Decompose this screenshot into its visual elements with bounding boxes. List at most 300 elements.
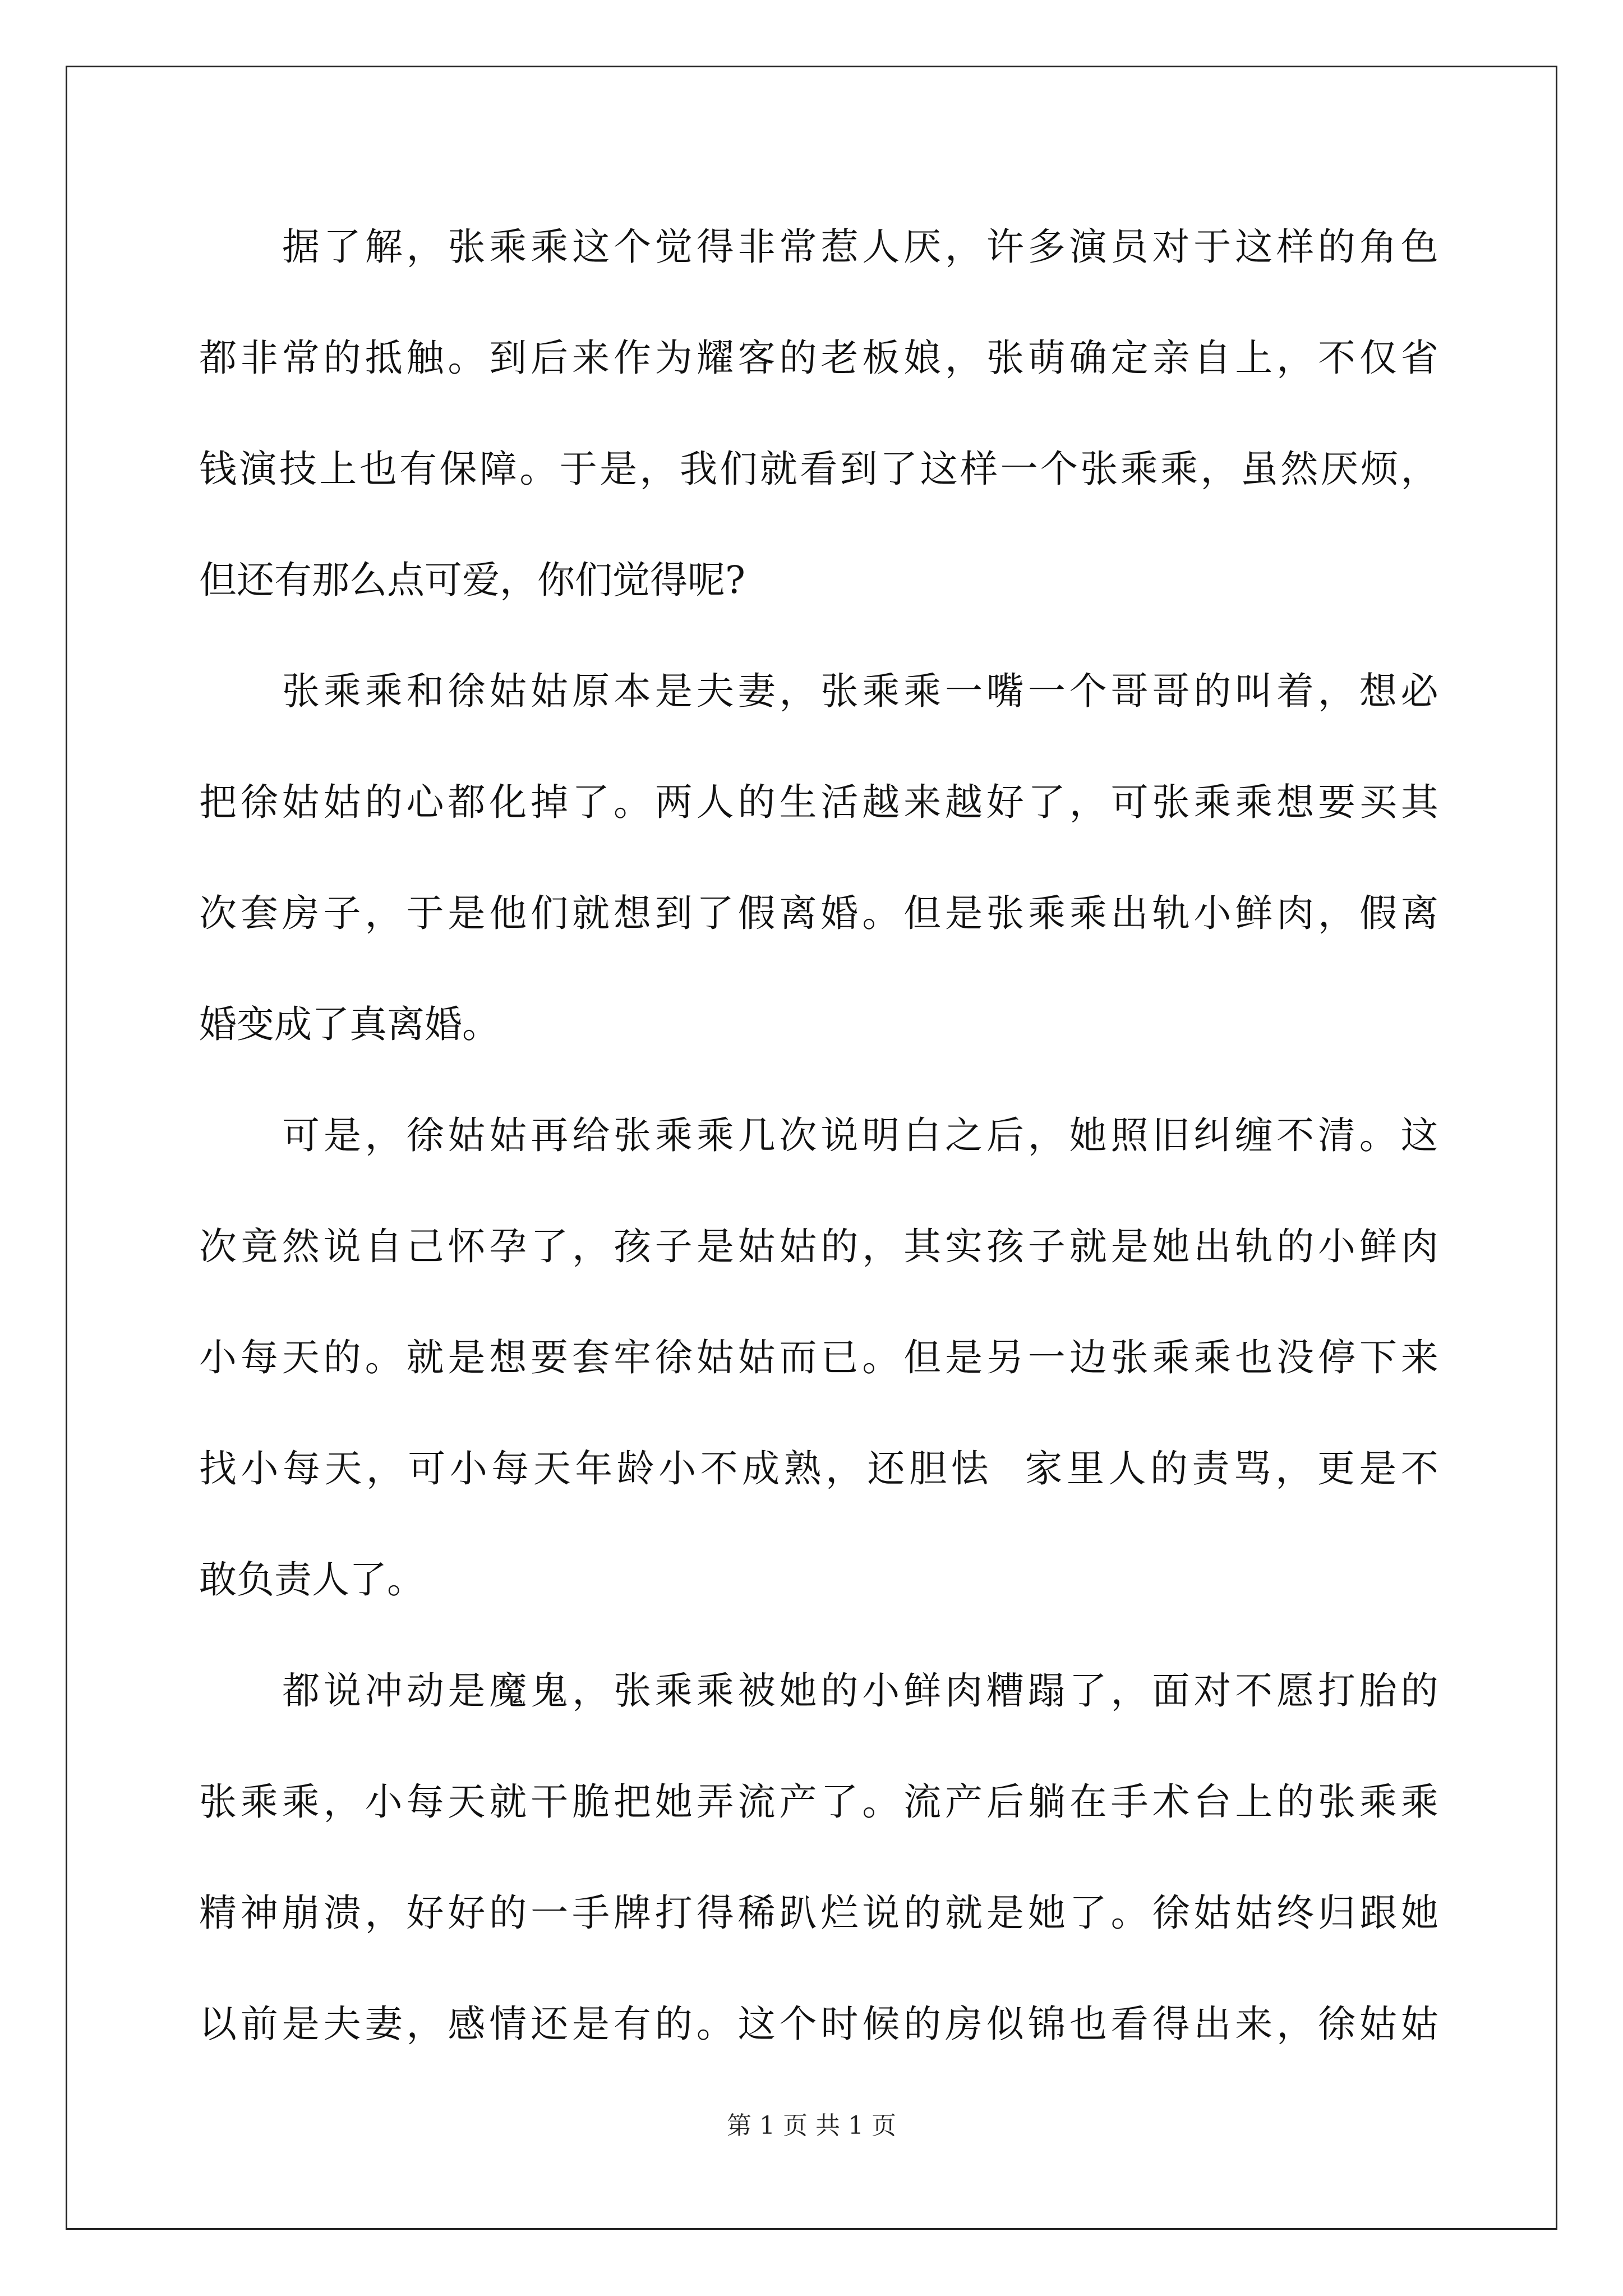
glyph: 的 bbox=[737, 780, 776, 824]
glyph: 就 bbox=[1069, 1225, 1107, 1268]
glyph: 有 bbox=[399, 447, 437, 491]
glyph: 色 bbox=[1400, 225, 1438, 269]
glyph: 了 bbox=[880, 447, 918, 491]
glyph: 都 bbox=[448, 780, 486, 824]
glyph: 要 bbox=[1318, 780, 1356, 824]
glyph: 是 bbox=[572, 2002, 610, 2046]
glyph: 据 bbox=[282, 225, 320, 269]
glyph: 套 bbox=[572, 1336, 610, 1379]
glyph: ， bbox=[1200, 447, 1238, 491]
glyph: ， bbox=[1400, 447, 1438, 491]
glyph: 是 bbox=[282, 2002, 320, 2046]
glyph: 来 bbox=[1400, 1336, 1438, 1379]
glyph: 更 bbox=[1317, 1447, 1355, 1490]
glyph: 姑 bbox=[779, 1225, 817, 1268]
glyph: 小 bbox=[365, 1780, 403, 1824]
glyph: 也 bbox=[1235, 1336, 1273, 1379]
glyph: 乘 bbox=[696, 1669, 734, 1713]
glyph: 自 bbox=[1193, 336, 1232, 380]
glyph: 。 bbox=[862, 891, 900, 935]
glyph: 小 bbox=[241, 1447, 279, 1490]
glyph: 在 bbox=[1069, 1780, 1107, 1824]
text-line bbox=[199, 1774, 1438, 1885]
glyph: 上 bbox=[1235, 336, 1273, 380]
glyph: 牌 bbox=[613, 1891, 651, 1935]
glyph: 。 bbox=[519, 447, 557, 491]
glyph: 出 bbox=[1193, 2002, 1232, 2046]
text-line bbox=[199, 1996, 1438, 2107]
glyph: 还 bbox=[867, 1447, 905, 1490]
glyph: 解 bbox=[365, 225, 403, 269]
glyph: 一 bbox=[945, 669, 983, 713]
glyph: 姑 bbox=[1235, 1891, 1273, 1935]
glyph: 是 bbox=[654, 669, 693, 713]
glyph: 锦 bbox=[1027, 2002, 1066, 2046]
glyph: 姑 bbox=[448, 1114, 486, 1157]
glyph: 乘 bbox=[903, 669, 942, 713]
glyph: 这 bbox=[1235, 225, 1273, 269]
glyph: 小 bbox=[449, 1447, 487, 1490]
glyph: 糟 bbox=[986, 1669, 1024, 1713]
glyph: 这 bbox=[572, 225, 610, 269]
glyph: 找 bbox=[199, 1447, 237, 1490]
glyph: 神 bbox=[240, 1891, 278, 1935]
glyph: 姑 bbox=[489, 669, 527, 713]
glyph: 台 bbox=[1193, 1780, 1232, 1824]
glyph: 虽 bbox=[1240, 447, 1278, 491]
glyph: 作 bbox=[613, 336, 651, 380]
glyph: 另 bbox=[986, 1336, 1024, 1379]
glyph: ， bbox=[1069, 780, 1107, 824]
glyph: 面 bbox=[1152, 1669, 1190, 1713]
glyph: 的 bbox=[903, 1891, 942, 1935]
text-line bbox=[199, 441, 1438, 552]
glyph: 的 bbox=[1193, 669, 1232, 713]
glyph: 可 bbox=[1110, 780, 1149, 824]
glyph: 。 bbox=[862, 1780, 900, 1824]
glyph: 触 bbox=[406, 336, 444, 380]
glyph: 房 bbox=[945, 2002, 983, 2046]
glyph: 化 bbox=[489, 780, 527, 824]
glyph: 流 bbox=[903, 1780, 942, 1824]
glyph: 确 bbox=[1069, 336, 1107, 380]
glyph: 们 bbox=[720, 447, 758, 491]
glyph: 清 bbox=[1317, 1114, 1355, 1157]
glyph: 而 bbox=[779, 1336, 817, 1379]
glyph: 弄 bbox=[696, 1780, 734, 1824]
glyph: 保 bbox=[439, 447, 477, 491]
glyph: 自 bbox=[365, 1225, 403, 1268]
page-number-footer: 第 1 页 共 1 页 bbox=[727, 2111, 896, 2140]
glyph: 姑 bbox=[737, 1336, 776, 1379]
glyph: 套 bbox=[240, 891, 278, 935]
glyph: 魔 bbox=[489, 1669, 527, 1713]
glyph: 产 bbox=[779, 1780, 817, 1824]
glyph: 不 bbox=[700, 1447, 738, 1490]
glyph: 鬼 bbox=[531, 1669, 569, 1713]
glyph: 子 bbox=[1027, 1225, 1066, 1268]
glyph: 常 bbox=[282, 336, 320, 380]
glyph: 看 bbox=[800, 447, 838, 491]
glyph: 也 bbox=[359, 447, 397, 491]
glyph: 实 bbox=[945, 1225, 983, 1268]
glyph: 然 bbox=[282, 1225, 320, 1268]
glyph: 这 bbox=[737, 2002, 776, 2046]
glyph: 。 bbox=[613, 780, 651, 824]
glyph: 情 bbox=[489, 2002, 527, 2046]
glyph: 就 bbox=[945, 1891, 983, 1935]
glyph: 的 bbox=[903, 2002, 942, 2046]
glyph: 张 bbox=[986, 891, 1024, 935]
glyph: 张 bbox=[282, 669, 320, 713]
glyph: 肉 bbox=[1400, 1225, 1438, 1268]
glyph: 得 bbox=[696, 1891, 734, 1935]
glyph: 的 bbox=[779, 336, 817, 380]
glyph: 骂 bbox=[1233, 1447, 1271, 1490]
glyph: 孕 bbox=[489, 1225, 527, 1268]
glyph: 再 bbox=[531, 1114, 569, 1157]
glyph: 是 bbox=[696, 1225, 734, 1268]
glyph: 姑 bbox=[737, 1225, 776, 1268]
glyph: 但 bbox=[903, 891, 942, 935]
glyph: 个 bbox=[614, 225, 651, 269]
text-line bbox=[199, 1218, 1438, 1329]
glyph: 不 bbox=[1318, 336, 1356, 380]
glyph: ， bbox=[1317, 669, 1355, 713]
glyph: 两 bbox=[654, 780, 693, 824]
glyph: 于 bbox=[559, 447, 597, 491]
glyph: 后 bbox=[986, 1114, 1024, 1157]
glyph: 天 bbox=[324, 1447, 362, 1490]
glyph: 冲 bbox=[365, 1669, 403, 1713]
glyph: 想 bbox=[613, 891, 651, 935]
glyph: 里 bbox=[1066, 1447, 1104, 1490]
glyph: 原 bbox=[572, 669, 610, 713]
glyph: 乘 bbox=[1235, 780, 1273, 824]
glyph: 徐 bbox=[1318, 2002, 1356, 2046]
glyph: 一 bbox=[1000, 447, 1038, 491]
glyph: 是 bbox=[945, 1336, 983, 1379]
glyph: 了 bbox=[696, 891, 734, 935]
glyph: 徐 bbox=[1152, 1891, 1190, 1935]
glyph: 想 bbox=[489, 1336, 527, 1379]
glyph: 肉 bbox=[1276, 891, 1315, 935]
glyph: 看 bbox=[1110, 2002, 1149, 2046]
glyph: 张 bbox=[1110, 1336, 1149, 1379]
glyph: 乘 bbox=[1400, 1780, 1438, 1824]
glyph: 姑 bbox=[323, 780, 361, 824]
glyph: 夫 bbox=[323, 2002, 361, 2046]
glyph: 边 bbox=[1069, 1336, 1107, 1379]
glyph: 一 bbox=[1027, 1336, 1066, 1379]
glyph: 乘 bbox=[696, 1114, 734, 1157]
glyph: 孩 bbox=[613, 1225, 651, 1268]
glyph: 孩 bbox=[986, 1225, 1024, 1268]
glyph: 来 bbox=[1235, 2002, 1273, 2046]
glyph: 张 bbox=[199, 1780, 237, 1824]
glyph: 们 bbox=[531, 891, 569, 935]
glyph: 后 bbox=[531, 336, 569, 380]
glyph: 对 bbox=[1152, 225, 1190, 269]
glyph: 天 bbox=[533, 1447, 571, 1490]
glyph: 徐 bbox=[240, 780, 278, 824]
glyph: 还 bbox=[531, 2002, 569, 2046]
glyph: 时 bbox=[820, 2002, 859, 2046]
glyph: 妻 bbox=[365, 2002, 403, 2046]
glyph: 她 bbox=[1069, 1114, 1107, 1157]
glyph: 来 bbox=[903, 780, 942, 824]
glyph: 上 bbox=[1235, 1780, 1273, 1824]
glyph: 龄 bbox=[616, 1447, 654, 1490]
glyph: 但 bbox=[903, 1336, 942, 1379]
glyph: 轨 bbox=[1152, 891, 1190, 935]
glyph: 哥 bbox=[1110, 669, 1149, 713]
glyph: ， bbox=[945, 225, 983, 269]
glyph: 了 bbox=[820, 1780, 859, 1824]
glyph: 后 bbox=[986, 1780, 1024, 1824]
glyph: 了 bbox=[531, 1225, 569, 1268]
glyph: 其 bbox=[903, 1225, 942, 1268]
glyph: 牢 bbox=[613, 1336, 651, 1379]
glyph: 心 bbox=[406, 780, 444, 824]
glyph: 天 bbox=[448, 1780, 486, 1824]
glyph: 徐 bbox=[406, 1114, 444, 1157]
glyph: 缠 bbox=[1235, 1114, 1273, 1157]
glyph: 得 bbox=[696, 225, 734, 269]
glyph: 流 bbox=[737, 1780, 776, 1824]
glyph: 没 bbox=[1276, 1336, 1315, 1379]
glyph: ， bbox=[639, 447, 677, 491]
glyph: 人 bbox=[1108, 1447, 1146, 1490]
glyph: 小 bbox=[1318, 1225, 1356, 1268]
glyph: 到 bbox=[840, 447, 878, 491]
glyph: 得 bbox=[1152, 2002, 1190, 2046]
glyph: 姑 bbox=[282, 780, 320, 824]
glyph: 徐 bbox=[448, 669, 486, 713]
glyph: 明 bbox=[862, 1114, 900, 1157]
glyph: 每 bbox=[240, 1336, 278, 1379]
glyph: ， bbox=[1276, 336, 1315, 380]
glyph: 乘 bbox=[1193, 1336, 1232, 1379]
glyph: 每 bbox=[491, 1447, 529, 1490]
glyph: 板 bbox=[862, 336, 900, 380]
glyph: 了 bbox=[1069, 1891, 1107, 1935]
glyph: 假 bbox=[737, 891, 776, 935]
glyph: 的 bbox=[1400, 1669, 1438, 1713]
glyph: 乘 bbox=[654, 1669, 693, 1713]
glyph: 打 bbox=[1317, 1669, 1355, 1713]
glyph: 非 bbox=[737, 225, 776, 269]
glyph: 和 bbox=[406, 669, 444, 713]
glyph: 她 bbox=[779, 1669, 817, 1713]
glyph: 干 bbox=[531, 1780, 569, 1824]
glyph: 胆 bbox=[909, 1447, 947, 1490]
glyph: 打 bbox=[654, 1891, 693, 1935]
glyph: 了 bbox=[323, 225, 361, 269]
glyph: 乘 bbox=[365, 669, 403, 713]
glyph: 这 bbox=[1400, 1114, 1438, 1157]
glyph: 惹 bbox=[820, 225, 859, 269]
glyph: 跟 bbox=[1359, 1891, 1397, 1935]
glyph: ， bbox=[366, 1447, 404, 1490]
glyph: 她 bbox=[1400, 1891, 1438, 1935]
glyph: 竟 bbox=[240, 1225, 278, 1268]
glyph: ， bbox=[572, 1669, 610, 1713]
glyph: 乘 bbox=[323, 669, 361, 713]
glyph: 好 bbox=[986, 780, 1024, 824]
glyph: 是 bbox=[323, 1114, 361, 1157]
glyph: 鲜 bbox=[1235, 891, 1273, 935]
glyph: 的 bbox=[1276, 1780, 1315, 1824]
glyph: 要 bbox=[531, 1336, 569, 1379]
glyph: 个 bbox=[1069, 669, 1107, 713]
glyph: 之 bbox=[945, 1114, 983, 1157]
glyph: 乘 bbox=[531, 225, 569, 269]
glyph: 小 bbox=[199, 1336, 237, 1379]
glyph: 每 bbox=[406, 1780, 444, 1824]
glyph: 溃 bbox=[323, 1891, 361, 1935]
glyph: 小 bbox=[658, 1447, 697, 1490]
glyph: 说 bbox=[862, 1891, 900, 1935]
glyph: ， bbox=[365, 1114, 403, 1157]
glyph: 张 bbox=[986, 336, 1024, 380]
glyph: 抵 bbox=[365, 336, 403, 380]
glyph: 嘴 bbox=[986, 669, 1024, 713]
glyph: ， bbox=[572, 1225, 610, 1268]
glyph: ， bbox=[365, 891, 403, 935]
glyph: 说 bbox=[323, 1669, 361, 1713]
glyph: 给 bbox=[572, 1114, 610, 1157]
glyph: 手 bbox=[1110, 1780, 1149, 1824]
glyph: 的 bbox=[654, 2002, 693, 2046]
glyph: 的 bbox=[1276, 1225, 1315, 1268]
glyph: 买 bbox=[1359, 780, 1397, 824]
glyph: 就 bbox=[572, 891, 610, 935]
glyph: 为 bbox=[654, 336, 693, 380]
glyph: 她 bbox=[1027, 1891, 1066, 1935]
glyph: 张 bbox=[614, 1114, 651, 1157]
glyph: ， bbox=[1110, 1669, 1149, 1713]
text-line: 婚变成了真离婚。 bbox=[199, 1002, 500, 1046]
glyph: 障 bbox=[479, 447, 517, 491]
glyph: 许 bbox=[986, 225, 1024, 269]
glyph: 是 bbox=[600, 447, 638, 491]
glyph: 小 bbox=[1193, 891, 1232, 935]
glyph: 胎 bbox=[1359, 1669, 1397, 1713]
glyph: 耀 bbox=[696, 336, 734, 380]
glyph: 娘 bbox=[903, 336, 942, 380]
glyph: 姑 bbox=[489, 1114, 527, 1157]
glyph: ， bbox=[826, 1447, 864, 1490]
text-line bbox=[199, 1329, 1438, 1441]
glyph: 可 bbox=[408, 1447, 446, 1490]
glyph: 就 bbox=[406, 1336, 444, 1379]
glyph: 崩 bbox=[282, 1891, 320, 1935]
glyph: ， bbox=[365, 1891, 403, 1935]
glyph: 徐 bbox=[654, 1336, 693, 1379]
text-line bbox=[199, 1107, 1438, 1218]
glyph: 次 bbox=[779, 1114, 817, 1157]
glyph: 钱 bbox=[199, 447, 237, 491]
glyph: ， bbox=[1276, 2002, 1315, 2046]
text-line bbox=[199, 330, 1438, 441]
glyph: 的 bbox=[323, 336, 361, 380]
glyph: 子 bbox=[654, 1225, 693, 1268]
glyph: 然 bbox=[1280, 447, 1318, 491]
glyph: 离 bbox=[1400, 891, 1438, 935]
glyph: 个 bbox=[779, 2002, 817, 2046]
glyph: 肉 bbox=[945, 1669, 983, 1713]
glyph: ， bbox=[862, 1225, 900, 1268]
glyph: ， bbox=[1275, 1447, 1313, 1490]
glyph: 张 bbox=[820, 669, 859, 713]
glyph: 小 bbox=[862, 1669, 900, 1713]
glyph: 轨 bbox=[1235, 1225, 1273, 1268]
glyph: 定 bbox=[1110, 336, 1149, 380]
glyph: 是 bbox=[1359, 1447, 1397, 1490]
glyph: 稀 bbox=[737, 1891, 776, 1935]
glyph: 好 bbox=[448, 1891, 486, 1935]
glyph: 鲜 bbox=[903, 1669, 942, 1713]
glyph: 不 bbox=[1400, 1447, 1438, 1490]
glyph: 的 bbox=[820, 1225, 859, 1268]
glyph: ， bbox=[1027, 1114, 1066, 1157]
glyph: 终 bbox=[1276, 1891, 1315, 1935]
glyph: 家 bbox=[1025, 1447, 1063, 1490]
glyph: 似 bbox=[986, 2002, 1024, 2046]
glyph: 不 bbox=[1276, 1114, 1314, 1157]
glyph: 已 bbox=[820, 1336, 859, 1379]
glyph: 这 bbox=[920, 447, 958, 491]
glyph: 也 bbox=[1069, 2002, 1107, 2046]
glyph: 于 bbox=[1193, 225, 1232, 269]
glyph: 次 bbox=[199, 1225, 237, 1268]
glyph: 到 bbox=[654, 891, 693, 935]
glyph: 乘 bbox=[1069, 891, 1107, 935]
text-line bbox=[199, 774, 1438, 885]
glyph: 夫 bbox=[696, 669, 734, 713]
glyph: 的 bbox=[1317, 225, 1355, 269]
glyph: 仅 bbox=[1359, 336, 1397, 380]
glyph: 越 bbox=[945, 780, 983, 824]
glyph: 哥 bbox=[1152, 669, 1190, 713]
glyph: 对 bbox=[1193, 1669, 1232, 1713]
glyph: 妻 bbox=[737, 669, 776, 713]
glyph: 想 bbox=[1359, 669, 1397, 713]
glyph: 她 bbox=[1152, 1225, 1190, 1268]
glyph: 我 bbox=[680, 447, 718, 491]
glyph: 熟 bbox=[783, 1447, 822, 1490]
glyph: 觉 bbox=[654, 225, 693, 269]
glyph: 姑 bbox=[1359, 2002, 1397, 2046]
glyph: 乘 bbox=[282, 1780, 320, 1824]
glyph: 员 bbox=[1110, 225, 1149, 269]
glyph: 一 bbox=[531, 1891, 569, 1935]
glyph: 张 bbox=[614, 1669, 651, 1713]
glyph: 就 bbox=[759, 447, 797, 491]
glyph bbox=[1009, 1441, 1021, 1552]
glyph: 想 bbox=[1276, 780, 1315, 824]
glyph: 都 bbox=[282, 1669, 320, 1713]
glyph: 她 bbox=[654, 1780, 693, 1824]
glyph: 烦 bbox=[1361, 447, 1399, 491]
glyph: 假 bbox=[1359, 891, 1397, 935]
glyph bbox=[993, 1441, 1004, 1552]
glyph: 纠 bbox=[1193, 1114, 1232, 1157]
glyph: 掉 bbox=[531, 780, 569, 824]
glyph: 归 bbox=[1318, 1891, 1356, 1935]
glyph: 厌 bbox=[903, 225, 942, 269]
